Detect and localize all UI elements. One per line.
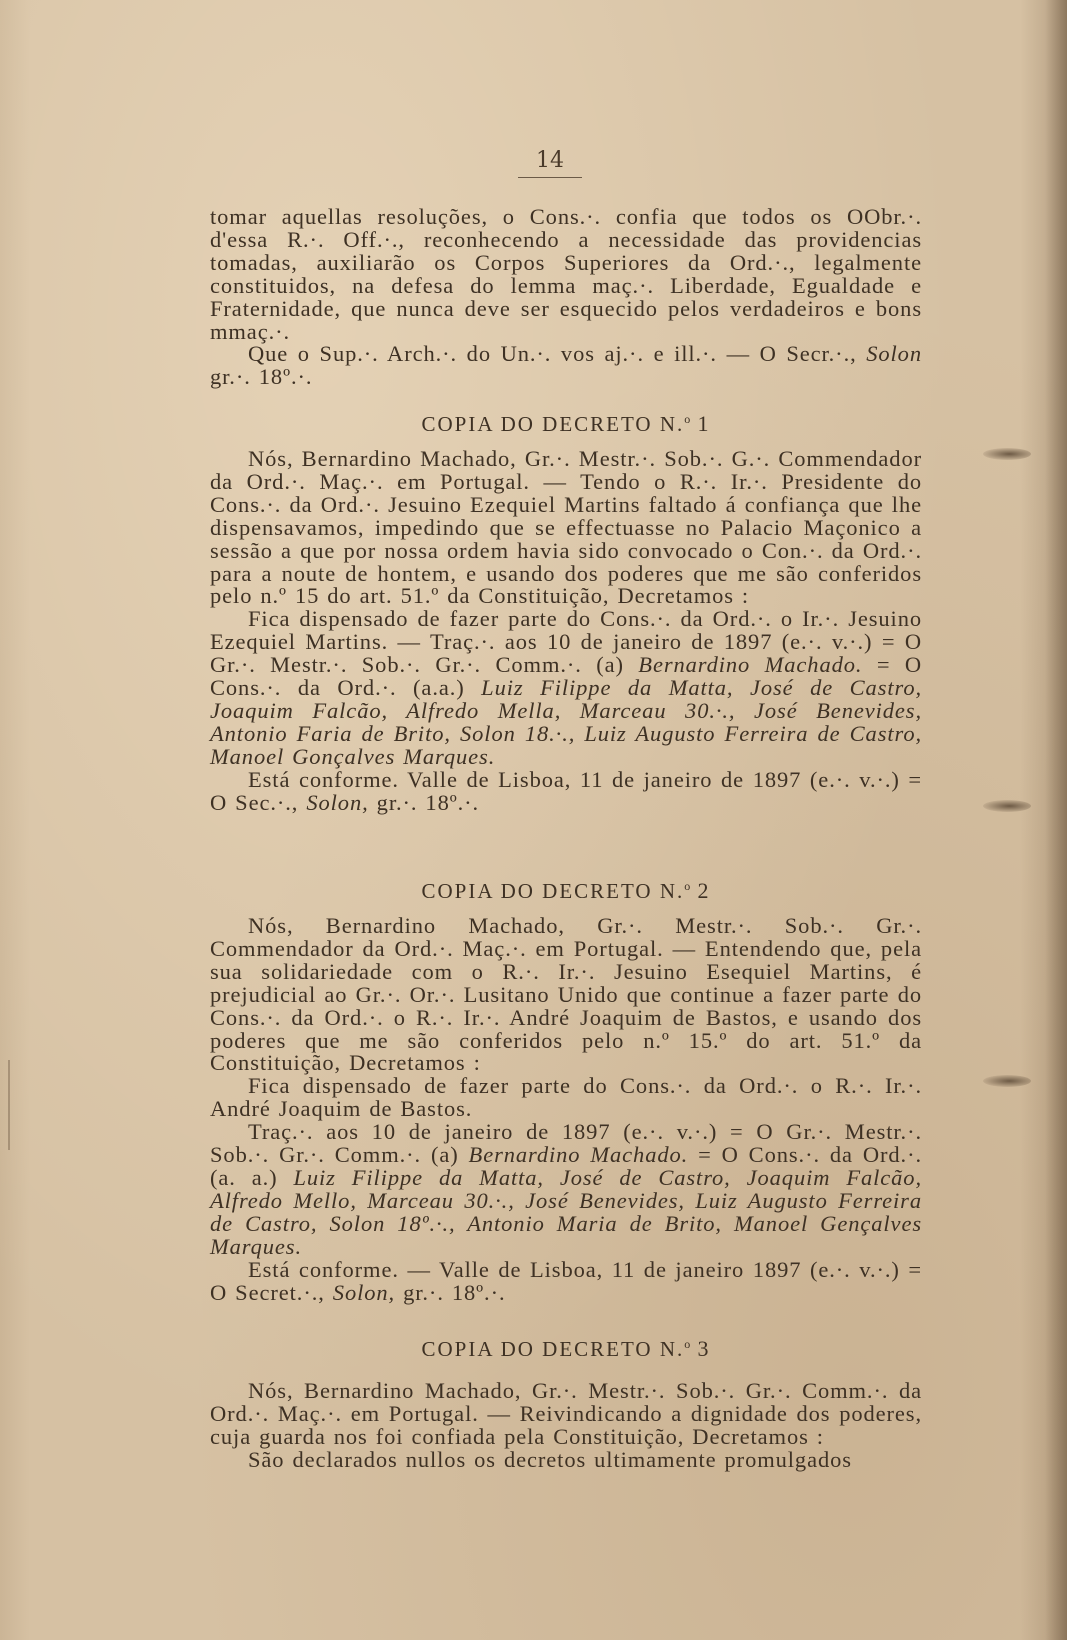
decree-1-heading-number: 1 — [697, 411, 711, 436]
decree-1-council-text: = O Cons.·. da Ord.·. (a.a.) — [210, 652, 922, 701]
decree-1-attestation-signature: Solon, — [306, 789, 369, 815]
decree-2-heading — [210, 878, 922, 904]
decree-2-council-text: = O Cons.·. da Ord.·. (a. a.) — [210, 1142, 922, 1190]
intro-section — [210, 206, 922, 389]
decree-1-heading — [210, 411, 922, 437]
binding-hole-top — [983, 448, 1031, 460]
page-number: 14 — [536, 148, 564, 173]
decree-2-signatures-text: Traç.·. aos 10 de janeiro de 1897 (e.·. v.·.) = O Gr.·. Mestr.·. Sob.·. Gr.·. Comm.·. (a) — [210, 1119, 922, 1168]
decree-1-body — [210, 448, 922, 815]
decree-1-preamble: Nós, Bernardino Machado, Gr.·. Mestr.·. Sob.·. G.·. Commendador da Ord.·. Maç.·. em Portugal. — Tendo o R.·. Ir.·. Presidente do Cons.·. da Ord.·. Jesuino Ezequiel Martins faltado á confiança que lhe dispensavamos, impedindo que se effectuasse no Palacio Maçonico a sessão a que por nossa ordem havia sido convocado o Con.·. da Ord.·. para a noute de hontem, e usando dos poderes que me são conferidos pelo n.º 15 do art. 51.º da Constituição, Decretamos : — [210, 446, 922, 609]
decree-1-attestation-degree: gr.·. 18º.·. — [368, 789, 480, 815]
decree-2-attestation-signature: Solon, — [332, 1279, 396, 1305]
paper-crease — [8, 1060, 10, 1150]
decree-2-attestation — [210, 1256, 922, 1305]
intro-closing-degree: gr.·. 18º.·. — [210, 364, 313, 390]
intro-closing — [210, 343, 922, 389]
page-number-rule — [518, 177, 582, 178]
decree-2-body — [210, 915, 922, 1304]
decree-3-preamble: Nós, Bernardino Machado, Gr.·. Mestr.·. Sob.·. Gr.·. Comm.·. da Ord.·. Maç.·. em Portugal. — Reivindicando a dignidade dos poderes, cuja guarda nos foi confiada pela Constituição, Decretamos : — [210, 1378, 922, 1449]
decree-1-heading-text: COPIA DO DECRETO N. — [421, 412, 685, 436]
decree-3-heading-sup: o — [684, 1337, 691, 1351]
decree-2-attestation-text: Está conforme. — Valle de Lisboa, 11 de janeiro 1897 (e.·. v.·.) = O Secret.·., — [210, 1256, 922, 1305]
decree-2-heading-text: COPIA DO DECRETO N. — [421, 879, 685, 903]
decree-2-attestation-degree: gr.·. 18º.·. — [395, 1279, 506, 1305]
decree-2-grand-master-signature: Bernardino Machado. — [468, 1142, 689, 1168]
decree-1-council-signatures: Luiz Filippe da Matta, José de Castro, Joaquim Falcão, Alfredo Mella, Marceau 30.·., José Benevides, Antonio Faria de Brito, Solon 18.·., Luiz Augusto Ferreira de Castro, Manoel Gonçalves Marques. — [210, 675, 922, 769]
decree-1-attestation — [210, 766, 922, 815]
intro-closing-signature: Solon — [866, 341, 922, 367]
intro-paragraph: tomar aquellas resoluções, o Cons.·. confia que todos os OObr.·. d'essa R.·. Off.·., reconhecendo a necessidade das providencias tomadas, auxiliarão os Corpos Superiores da Ord.·., legalmente constituidos, na defesa do lemma maç.·. Liberdade, Egualdade e Fraternidade, que nunca deve ser esquecido pelos verdadeiros e bons mmaç.·. — [210, 204, 922, 344]
decree-2-signatures — [210, 1121, 922, 1258]
decree-1-ruling-text: Fica dispensado de fazer parte do Cons.·. da Ord.·. o Ir.·. Jesuino Ezequiel Martins. — Traç.·. aos 10 de janeiro de 1897 (e.·. v.·.) = O Gr.·. Mestr.·. Sob.·. Gr.·. Comm.·. (a) — [210, 606, 922, 678]
decree-3-heading-number: 3 — [697, 1336, 711, 1361]
decree-2-ruling: Fica dispensado de fazer parte do Cons.·. da Ord.·. o R.·. Ir.·. André Joaquim de Bastos. — [210, 1073, 922, 1122]
page-edge-shadow — [1045, 0, 1067, 1640]
decree-2-council-signatures: Luiz Filippe da Matta, José de Castro, Joaquim Falcão, Alfredo Mello, Marceau 30.·., José Benevides, Luiz Augusto Ferreira de Castro, Solon 18º.·., Antonio Maria de Brito, Manoel Gençalves Marques. — [210, 1164, 922, 1259]
binding-hole-bottom — [983, 1075, 1031, 1087]
intro-closing-text: Que o Sup.·. Arch.·. do Un.·. vos aj.·. e ill.·. — O Secr.·., — [248, 341, 867, 367]
decree-1-grand-master-signature: Bernardino Machado. — [638, 652, 863, 678]
decree-1-attestation-text: Está conforme. Valle de Lisboa, 11 de janeiro de 1897 (e.·. v.·.) = O Sec.·., — [210, 766, 922, 815]
decree-3-heading — [210, 1336, 922, 1362]
decree-3-ruling: São declarados nullos os decretos ultimamente promulgados — [248, 1446, 852, 1472]
decree-1-ruling — [210, 608, 922, 768]
binding-hole-middle — [983, 800, 1031, 812]
decree-3-heading-text: COPIA DO DECRETO N. — [421, 1337, 685, 1361]
decree-3-body — [210, 1380, 922, 1472]
decree-1-heading-sup: o — [684, 412, 691, 426]
decree-2-heading-sup: o — [684, 879, 691, 893]
decree-2-heading-number: 2 — [697, 878, 711, 903]
decree-2-preamble: Nós, Bernardino Machado, Gr.·. Mestr.·. Sob.·. Gr.·. Commendador da Ord.·. Maç.·. em Portugal. — Entendendo que, pela sua solidariedade com o R.·. Ir.·. Jesuino Esequiel Martins, é prejudicial ao Gr.·. Or.·. Lusitano Unido que continue a fazer parte do Cons.·. da Ord.·. o R.·. Ir.·. André Joaquim de Bastos, e usando dos poderes que me são conferidos pelo n.º 15.º do art. 51.º da Constituição, Decretamos : — [210, 913, 922, 1076]
